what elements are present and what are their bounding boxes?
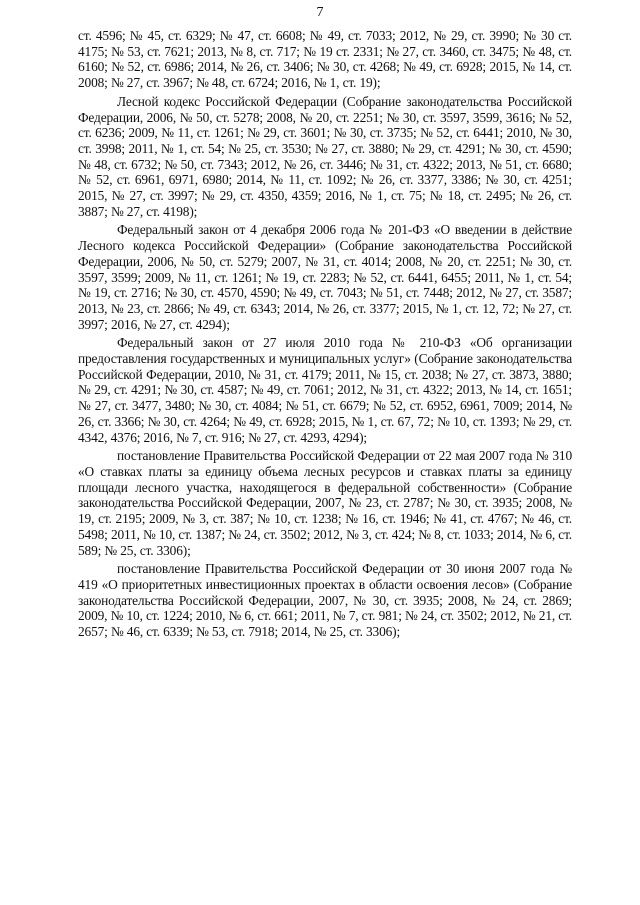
paragraph-forest-code: Лесной кодекс Российской Федерации (Собрание законодательства Российской Федерации, 2006, № 50, ст. 5278; 2008, № 20, ст. 2251; № 30, ст. 3597, 3599, 3616; № 52, ст. 6236; 2009, № 11, ст. 1261; № 29, ст. 3601; № 30, ст. 3735; № 52, ст. 6441; 2010, № 30, ст. 3998; 2011, № 1, ст. 54; № 25, ст. 3530; № 27, ст. 3880; № 29, ст. 4291; № 30, ст. 4590; № 48, ст. 6732; № 50, ст. 7343; 2012, № 26, ст. 3446; № 31, ст. 4322; 2013, № 51, ст. 6680; № 52, ст. 6961, 6971, 6980; 2014, № 11, ст. 1092; № 26, ст. 3377, 3386; № 30, ст. 4251; 2015, № 27, ст. 3997; № 29, ст. 4350, 4359; 2016, № 1, ст. 75; № 18, ст. 2495; № 26, ст. 3887; № 27, ст. 4198); — [78, 93, 572, 219]
paragraph-resolution-419: постановление Правительства Российской Федерации от 30 июня 2007 года № 419 «О приоритетных инвестиционных проектах в области освоения лесов» (Собрание законодательства Российской Федерации, 2007, № 30, ст. 3935; 2008, № 24, ст. 2869; 2009, № 10, ст. 1224; 2010, № 6, ст. 661; 2011, № 7, ст. 981; № 24, ст. 3502; 2012, № 21, ст. 2657; № 46, ст. 6339; № 53, ст. 7918; 2014, № 25, ст. 3306); — [78, 561, 572, 640]
paragraph-continued-citations: ст. 4596; № 45, ст. 6329; № 47, ст. 6608; № 49, ст. 7033; 2012, № 29, ст. 3990; № 30 ст. 4175; № 53, ст. 7621; 2013, № 8, ст. 717; № 19 ст. 2331; № 27, ст. 3460, ст. 3475; № 48, ст. 6160; № 52, ст. 6986; 2014, № 26, ст. 3406; № 30, ст. 4268; № 49, ст. 6928; 2015, № 14, ст. 2008; № 27, ст. 3967; № 48, ст. 6724; 2016, № 1, ст. 19); — [78, 28, 572, 91]
paragraph-federal-law-201: Федеральный закон от 4 декабря 2006 года № 201-ФЗ «О введении в действие Лесного кодекса Российской Федерации» (Собрание законодательства Российской Федерации, 2006, № 50, ст. 5279; 2007, № 31, ст. 4014; 2008, № 20, ст. 2251; № 30, ст. 3597, 3599; 2009, № 11, ст. 1261; № 19, ст. 2283; № 52, ст. 6441, 6455; 2011, № 1, ст. 54; № 19, ст. 2716; № 30, ст. 4570, 4590; № 49, ст. 7043; № 51, ст. 7448; 2012, № 27, ст. 3587; 2013, № 23, ст. 2866; № 49, ст. 6343; 2014, № 26, ст. 3377; 2015, № 1, ст. 12, 72; № 27, ст. 3997; 2016, № 27, ст. 4294); — [78, 222, 572, 332]
paragraph-federal-law-210: Федеральный закон от 27 июля 2010 года № 210-ФЗ «Об организации предоставления государственных и муниципальных услуг» (Собрание законодательства Российской Федерации, 2010, № 31, ст. 4179; 2011, № 15, ст. 2038; № 27, ст. 3873, 3880; № 29, ст. 4291; № 30, ст. 4587; № 49, ст. 7061; 2012, № 31, ст. 4322; 2013, № 14, ст. 1651; № 27, ст. 3477, 3480; № 30, ст. 4084; № 51, ст. 6679; № 52, ст. 6952, 6961, 7009; 2014, № 26, ст. 3366; № 30, ст. 4264; № 49, ст. 6928; 2015, № 1, ст. 67, 72; № 10, ст. 1393; № 29, ст. 4342, 4376; 2016, № 7, ст. 916; № 27, ст. 4293, 4294); — [78, 335, 572, 445]
document-body — [78, 28, 572, 643]
paragraph-resolution-310: постановление Правительства Российской Федерации от 22 мая 2007 года № 310 «О ставках платы за единицу объема лесных ресурсов и ставках платы за единицу площади лесного участка, находящегося в федеральной собственности» (Собрание законодательства Российской Федерации, 2007, № 23, ст. 2787; № 30, ст. 3935; 2008, № 19, ст. 2195; 2009, № 3, ст. 387; № 10, ст. 1238; № 16, ст. 1946; № 41, ст. 4767; № 46, ст. 5498; 2011, № 10, ст. 1387; № 24, ст. 3502; 2012, № 3, ст. 424; № 8, ст. 1033; 2014, № 6, ст. 589; № 25, ст. 3306); — [78, 448, 572, 558]
page-number: 7 — [316, 5, 324, 20]
